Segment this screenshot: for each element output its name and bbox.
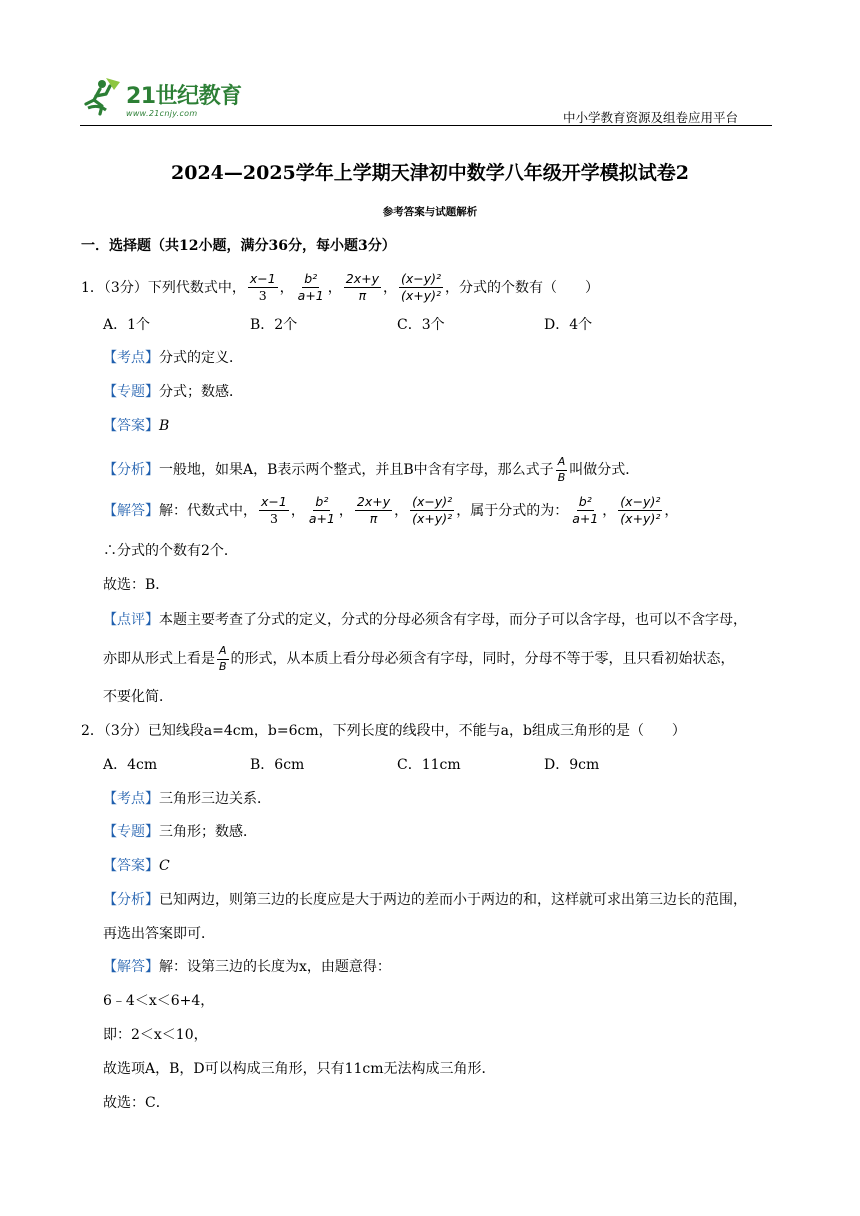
option-d: D．4个 [544, 317, 593, 333]
fraction: $\frac{2x+y}{\pi}$ [356, 494, 391, 527]
logo-url: www.21cnjy.com [126, 109, 198, 118]
page-header [80, 68, 772, 128]
q2-answer: 【答案】C [103, 858, 170, 874]
page-subtitle: 参考答案与试题解析 [382, 206, 478, 218]
q1-answer: 【答案】B [103, 418, 170, 434]
question-1-options [103, 314, 691, 334]
q1-stem-prefix: 1．（3分）下列代数式中， [81, 279, 246, 296]
fraction: $\frac{x-1}{3}$ [249, 271, 276, 304]
q1-solution: 【解答】解：代数式中， $\frac{x-1}{3}$ ， $\frac{\text{b²}}{a+1}$ ， $\frac{2x+y}{\pi}$ ， $\frac{\text{(x−y)²}}{\text{(x+y)²}}$ ，属于分式的为： $\frac{\text{b²}}{a+1}$ ， $\frac{\text{(x−y)²}}{\text{(x+y)²}}$ ， [103, 494, 679, 527]
option-c: C．11cm [397, 757, 461, 773]
logo-text: 21世纪教育 [126, 84, 242, 109]
question-2-options [103, 754, 691, 774]
section-heading: 一．选择题（共12小题，满分36分，每小题3分） [81, 238, 396, 254]
q1-stem-suffix: ，分式的个数有（ ） [445, 279, 600, 296]
option-d: D．9cm [544, 757, 600, 773]
option-a: A．4cm [103, 757, 158, 773]
q2-solution: 【解答】解：设第三边的长度为x，由题意得： [103, 959, 391, 975]
q1-choice: 故选：B． [103, 577, 170, 593]
logo [80, 68, 242, 118]
runner-logo-icon [80, 74, 124, 118]
q1-conclusion: ∴分式的个数有2个． [103, 543, 238, 559]
q1-comment: 【点评】本题主要考查了分式的定义，分式的分母必须含有字母，而分子可以含字母，也可以不含字母， [103, 612, 747, 628]
fraction: $\frac{2x+y}{\pi}$ [345, 271, 379, 304]
q2-analysis: 【分析】已知两边，则第三边的长度应是大于两边的差而小于两边的和，这样就可求出第三边长的范围， [103, 892, 747, 908]
question-2-stem: 2．（3分）已知线段a=4cm，b=6cm，下列长度的线段中，不能与a，b组成三角形的是（ ） [81, 723, 686, 739]
fraction: $\frac{\text{b²}}{a+1}$ [297, 271, 324, 304]
platform-label: 中小学教育资源及组卷应用平台 [562, 110, 738, 125]
q1-comment-cont: 亦即从形式上看是 $\frac{A}{B}$ 的形式，从本质上看分母必须含有字母，同时，分母不等于零，且只看初始状态， [103, 644, 735, 673]
q2-step-1: 6﹣4＜x＜6+4， [103, 993, 215, 1009]
fraction: $\frac{A}{B}$ [219, 644, 227, 673]
q2-zhuanti: 【专题】三角形；数感． [103, 824, 257, 840]
q1-zhuanti: 【专题】分式；数感． [103, 384, 243, 400]
q2-kaodian: 【考点】三角形三边关系． [103, 791, 271, 807]
page-title: 2024—2025学年上学期天津初中数学八年级开学模拟试卷2 [171, 162, 689, 184]
header-divider [80, 125, 772, 126]
q2-step-3: 故选项A，B，D可以构成三角形，只有11cm无法构成三角形． [103, 1061, 496, 1077]
fraction: $\frac{A}{B}$ [557, 455, 566, 484]
q2-step-2: 即：2＜x＜10， [103, 1027, 208, 1043]
q2-choice: 故选：C． [103, 1095, 170, 1111]
fraction: $\frac{x-1}{3}$ [261, 494, 287, 527]
question-1-stem: 1．（3分）下列代数式中， $\frac{x-1}{3}$ ， $\frac{\text{b²}}{a+1}$ ， $\frac{2x+y}{\pi}$ ， $\frac{\text{(x−y)²}}{\text{(x+y)²}}$ ，分式的个数有（ ） [81, 271, 600, 304]
fraction: $\frac{\text{b²}}{a+1}$ [572, 494, 599, 527]
q1-kaodian: 【考点】分式的定义． [103, 350, 243, 366]
fraction: $\frac{\text{(x−y)²}}{\text{(x+y)²}}$ [412, 494, 453, 527]
fraction: $\frac{\text{(x−y)²}}{\text{(x+y)²}}$ [620, 494, 661, 527]
q2-analysis-cont: 再选出答案即可． [103, 926, 215, 942]
fraction: $\frac{\text{(x−y)²}}{\text{(x+y)²}}$ [400, 271, 442, 304]
fraction: $\frac{\text{b²}}{a+1}$ [308, 494, 335, 527]
option-a: A．1个 [103, 317, 151, 333]
option-c: C．3个 [397, 317, 445, 333]
option-b: B．2个 [250, 317, 298, 333]
option-b: B．6cm [250, 757, 305, 773]
q1-comment-end: 不要化简． [103, 689, 173, 705]
q1-analysis: 【分析】一般地，如果A，B表示两个整式，并且B中含有字母，那么式子 $\frac{A}{B}$ 叫做分式． [103, 455, 640, 484]
